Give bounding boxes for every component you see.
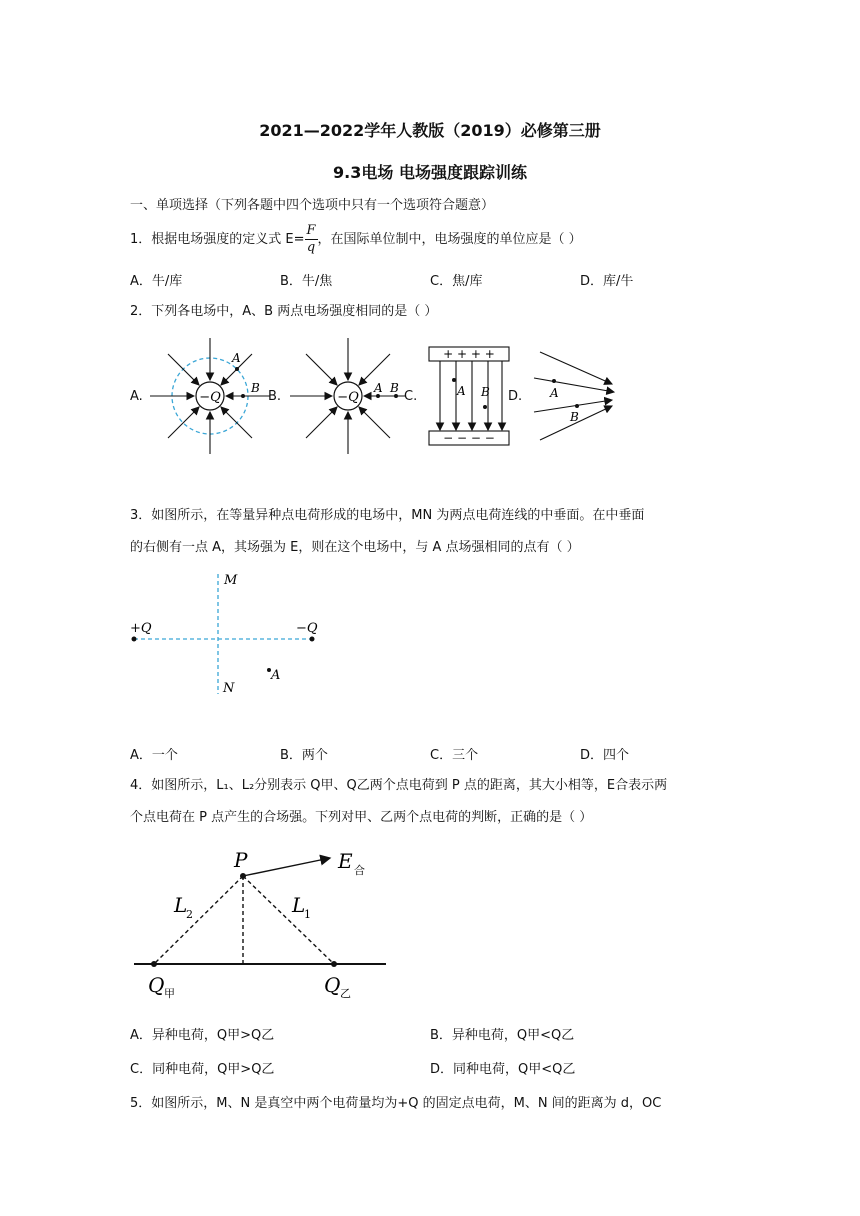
label-l2: L	[174, 893, 188, 917]
point-b-label: B	[481, 385, 490, 399]
label-plus-q: +Q	[130, 621, 152, 636]
point-a-label: A	[457, 384, 466, 398]
q2-figure-c	[428, 346, 512, 448]
label-e-sub: 合	[354, 864, 365, 877]
q2-figure-d	[532, 350, 624, 444]
q3-option-d[interactable]: D．四个	[580, 748, 630, 763]
point-b-label: B	[390, 381, 399, 395]
label-l1-sub: 1	[304, 908, 311, 921]
q1-option-d[interactable]: D．库/牛	[580, 274, 634, 289]
question-2: 2．下列各电场中，A、B 两点电场强度相同的是（ ）	[130, 304, 438, 319]
point-b-label: B	[251, 381, 260, 395]
charge-jia-dot	[151, 961, 157, 967]
label-m: M	[224, 573, 238, 588]
point-a-label: A	[550, 386, 559, 400]
question-3-line-2: 的右侧有一点 A，其场强为 E，则在这个电场中，与 A 点场强相同的点有（ ）	[130, 540, 580, 555]
label-q-yi-sub: 乙	[340, 987, 351, 1000]
uniform-field-lines	[440, 361, 502, 430]
label-p: P	[234, 848, 248, 872]
question-3-line-1: 3．如图所示，在等量异种点电荷形成的电场中，MN 为两点电荷连线的中垂面。在中垂面	[130, 508, 645, 523]
q4-option-d[interactable]: D．同种电荷，Q甲<Q乙	[430, 1062, 576, 1077]
point-a-dot	[235, 367, 239, 371]
point-b-label: B	[570, 410, 579, 424]
converging-field-lines	[534, 352, 614, 440]
q3-option-c[interactable]: C．三个	[430, 748, 479, 763]
fraction-F-over-q	[305, 223, 318, 256]
label-l2-sub: 2	[186, 908, 193, 921]
question-1-prefix: 1．根据电场强度的定义式 E=	[130, 232, 305, 247]
point-b-dot	[575, 404, 579, 408]
q4-option-a[interactable]: A．异种电荷，Q甲>Q乙	[130, 1028, 275, 1043]
label-minus-q: −Q	[296, 621, 318, 636]
q4-option-c[interactable]: C．同种电荷，Q甲>Q乙	[130, 1062, 275, 1077]
plus-signs: + + + +	[443, 347, 495, 361]
line-l2	[154, 876, 243, 964]
q3-option-b[interactable]: B．两个	[280, 748, 328, 763]
q1-option-c[interactable]: C．焦/库	[430, 274, 483, 289]
point-a-dot	[452, 378, 456, 382]
charge-yi-dot	[331, 961, 337, 967]
point-b-dot	[241, 394, 245, 398]
minus-signs: − − − −	[443, 431, 495, 445]
question-5-line-1: 5．如图所示，M、N 是真空中两个电荷量均为+Q 的固定点电荷，M、N 间的距离为 d，OC	[130, 1096, 662, 1111]
q2-option-a-label[interactable]: A.	[130, 389, 143, 404]
q1-option-b[interactable]: B．牛/焦	[280, 274, 333, 289]
positive-charge-dot	[132, 637, 137, 642]
label-n: N	[223, 681, 235, 696]
q2-option-b-label[interactable]: B.	[268, 389, 282, 404]
point-a-label: A	[232, 351, 241, 365]
fraction-denominator: q	[306, 240, 316, 255]
q3-figure	[126, 566, 336, 700]
point-b-dot	[483, 405, 487, 409]
document-subtitle: 9.3电场 电场强度跟踪训练	[333, 163, 527, 182]
negative-charge-dot	[310, 637, 315, 642]
question-4-line-2: 个点电荷在 P 点产生的合场强。下列对甲、乙两个点电荷的判断，正确的是（ ）	[130, 810, 593, 825]
point-p-dot	[240, 873, 246, 879]
label-q-jia: Q	[148, 973, 165, 997]
label-a: A	[271, 668, 281, 683]
resultant-field-arrow	[243, 858, 330, 876]
question-4-line-1: 4．如图所示，L₁、L₂分别表示 Q甲、Q乙两个点电荷到 P 点的距离，其大小相等，E合表示两	[130, 778, 668, 793]
section-heading: 一、单项选择（下列各题中四个选项中只有一个选项符合题意）	[130, 198, 495, 213]
q3-option-a[interactable]: A．一个	[130, 748, 178, 763]
q1-option-a[interactable]: A．牛/库	[130, 274, 183, 289]
label-q-yi: Q	[324, 973, 341, 997]
question-1	[130, 222, 582, 258]
q4-option-b[interactable]: B．异种电荷，Q甲<Q乙	[430, 1028, 575, 1043]
question-1-suffix: ，在国际单位制中，电场强度的单位应是（ ）	[317, 232, 582, 247]
label-e: E	[338, 849, 353, 873]
point-a-dot	[552, 379, 556, 383]
charge-label: −Q	[199, 390, 221, 405]
label-q-jia-sub: 甲	[164, 987, 175, 1000]
q4-figure	[130, 846, 390, 1006]
q2-option-d-label[interactable]: D.	[508, 389, 523, 404]
document-title: 2021—2022学年人教版（2019）必修第三册	[259, 121, 601, 140]
line-l1	[243, 876, 334, 964]
point-a-label: A	[374, 381, 383, 395]
fraction-numerator: F	[306, 223, 316, 238]
q2-figure-a	[150, 338, 270, 458]
label-l1: L	[292, 893, 306, 917]
charge-label: −Q	[337, 390, 359, 405]
q2-figure-b	[290, 338, 410, 458]
q2-option-c-label[interactable]: C.	[404, 389, 418, 404]
